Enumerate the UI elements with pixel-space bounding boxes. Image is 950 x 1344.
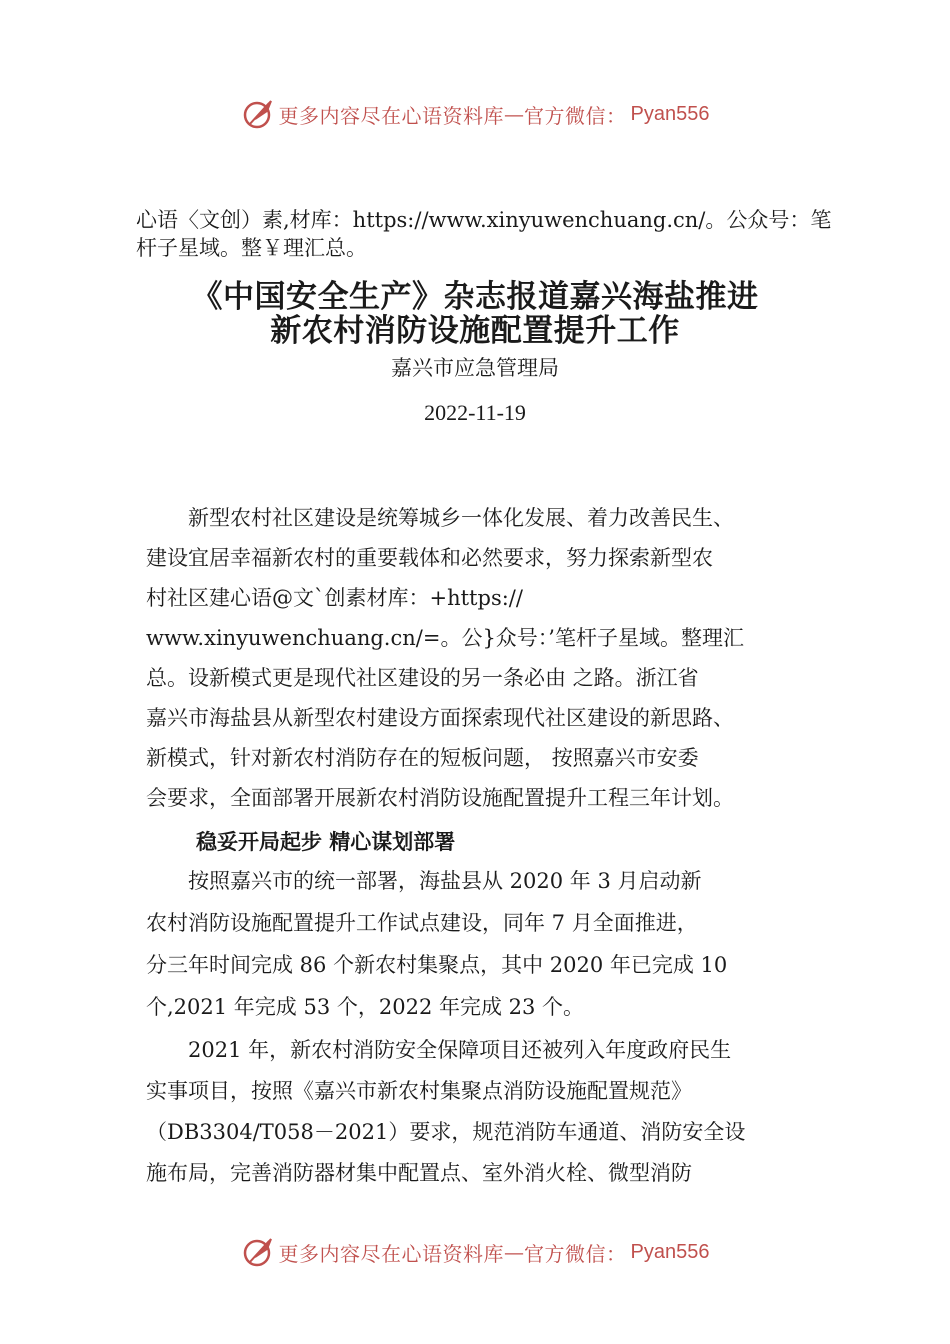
para1-line: 村社区建心语@文`创素材库：+https:// xyxy=(146,586,523,610)
header-watermark xyxy=(0,94,950,134)
watermark-separator: — xyxy=(504,102,525,126)
para1-line: 会要求，全面部署开展新农村消防设施配置提升工程三年计划。 xyxy=(146,786,734,810)
para2-line: 分三年时间完成 86 个新农村集聚点，其中 2020 年已完成 10 xyxy=(146,953,728,977)
article-date: 2022-11-19 xyxy=(424,400,526,425)
quill-logo-icon xyxy=(241,97,275,131)
watermark-wechat-label: 官方微信： xyxy=(524,103,627,128)
source-note: 心语〈文创）素,材库：https://www.xinyuwenchuang.cn/。公众号：笔杆子星域。整￥理汇总。 xyxy=(136,208,832,260)
para2-line: 农村消防设施配置提升工作试点建设，同年 7 月全面推进， xyxy=(146,911,698,935)
watermark-wechat-id: Pyan556 xyxy=(630,1240,710,1263)
title-line-1: 《中国安全生产》杂志报道嘉兴海盐推进 xyxy=(191,279,759,315)
para1-line: 总。设新模式更是现代社区建设的另一条必由 之路。浙江省 xyxy=(146,666,699,690)
para3-line: 2021 年，新农村消防安全保障项目还被列入年度政府民生 xyxy=(146,1038,732,1062)
quill-logo-icon xyxy=(241,1235,275,1269)
para1-line: www.xinyuwenchuang.cn/=。公}众号：’笔杆子星域。整理汇 xyxy=(146,626,744,650)
para3-line: （DB3304/T058－2021）要求，规范消防车通道、消防安全设 xyxy=(146,1120,746,1144)
para3-line: 实事项目，按照《嘉兴市新农村集聚点消防设施配置规范》 xyxy=(146,1079,692,1103)
footer-watermark xyxy=(0,1232,950,1272)
watermark-separator: — xyxy=(504,1240,525,1264)
title-line-2: 新农村消防设施配置提升工作 xyxy=(270,313,680,349)
para2-line: 个,2021 年完成 53 个，2022 年完成 23 个。 xyxy=(146,995,585,1019)
para1-line: 新型农村社区建设是统筹城乡一体化发展、着力改善民生、 xyxy=(146,506,734,530)
para3-line: 施布局，完善消防器材集中配置点、室外消火栓、微型消防 xyxy=(146,1161,692,1185)
section-heading: 稳妥开局起步 精心谋划部署 xyxy=(196,830,456,854)
watermark-wechat-label: 官方微信： xyxy=(524,1241,627,1266)
article-title xyxy=(0,280,950,348)
para1-line: 嘉兴市海盐县从新型农村建设方面探索现代社区建设的新思路、 xyxy=(146,706,734,730)
para1-line: 新模式，针对新农村消防存在的短板问题， 按照嘉兴市安委 xyxy=(146,746,699,770)
para2-line: 按照嘉兴市的统一部署，海盐县从 2020 年 3 月启动新 xyxy=(146,869,702,893)
para1-line: 建设宜居幸福新农村的重要载体和必然要求，努力探索新型农 xyxy=(146,546,713,570)
article-author: 嘉兴市应急管理局 xyxy=(391,356,559,380)
watermark-wechat-id: Pyan556 xyxy=(630,102,710,125)
watermark-text: 更多内容尽在心语资料库 xyxy=(278,1241,505,1266)
watermark-text: 更多内容尽在心语资料库 xyxy=(278,103,505,128)
